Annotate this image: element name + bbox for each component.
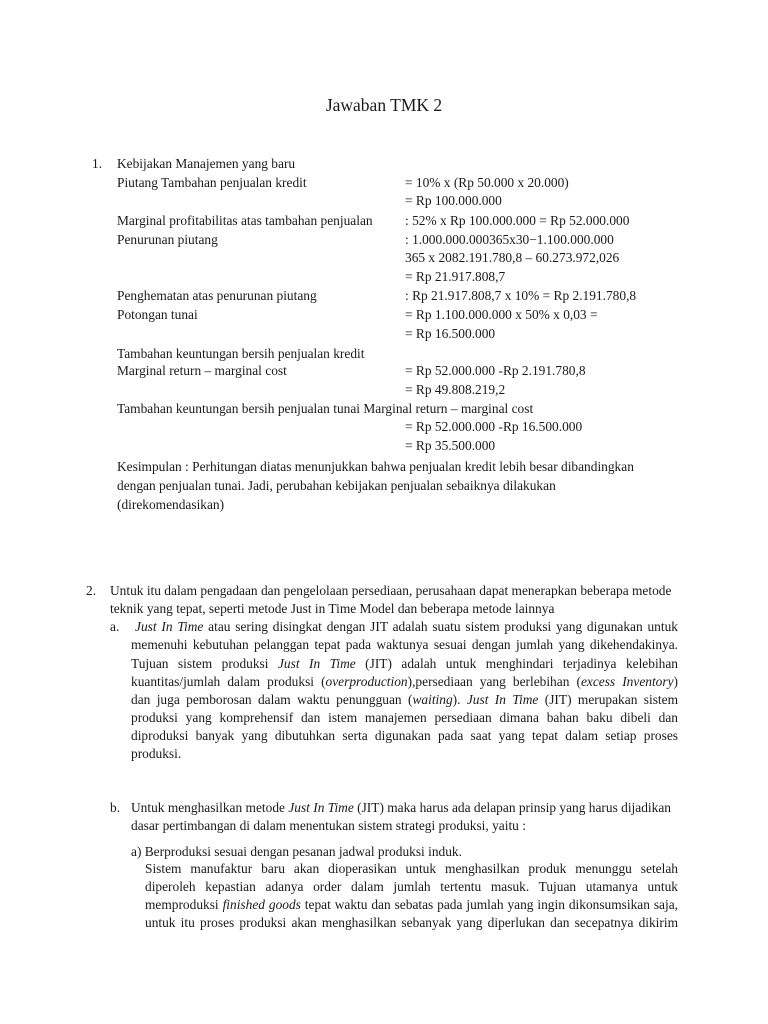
emphasis: waiting	[412, 692, 453, 707]
calc-value: = Rp 21.917.808,7	[405, 269, 506, 284]
calc-label: Marginal profitabilitas atas tambahan penjualan	[117, 213, 373, 228]
calc-label: Potongan tunai	[117, 307, 198, 322]
emphasis: overproduction	[325, 674, 408, 689]
sub-a-heading: a) Berproduksi sesuai dengan pesanan jadwal produksi induk.	[131, 844, 462, 859]
item-a-line-7: diproduksi banyak yang dibutuhkan serta digunakan pada saat yang tepat dalam setiap proses	[131, 728, 678, 743]
emphasis: excess Inventory	[580, 674, 674, 689]
calc-label: Tambahan keuntungan bersih penjualan kredit	[117, 346, 365, 361]
calc-label: Piutang Tambahan penjualan kredit	[117, 175, 307, 190]
item-a-line-4	[131, 673, 678, 691]
calc-value: : 1.000.000.000365x30−1.100.000.000	[405, 232, 614, 247]
conclusion-line-2: dengan penjualan tunai. Jadi, perubahan kebijakan penjualan sebaiknya dilakukan	[117, 478, 556, 493]
calc-value: = Rp 16.500.000	[405, 326, 496, 341]
item-a-line-5	[131, 691, 678, 709]
item-b-marker: b.	[110, 800, 121, 815]
text: (JIT) merupakan sistem	[538, 692, 678, 707]
calc-value: : Rp 21.917.808,7 x 10% = Rp 2.191.780,8	[405, 288, 637, 303]
sub-a-line-2: diperoleh kepastian adanya order dalam jumlah tertentu masuk. Tujuan utamanya untuk	[145, 879, 678, 894]
section1-heading: Kebijakan Manajemen yang baru	[117, 156, 296, 171]
emphasis: Just In Time	[277, 656, 356, 671]
conclusion-line-3: (direkomendasikan)	[117, 497, 225, 512]
emphasis: Just In Time	[466, 692, 539, 707]
calc-value: = Rp 35.500.000	[405, 438, 496, 453]
item-a-line-2: memenuhi kebutuhan pelanggan tepat pada waktunya sesuai dengan jumlah yang dikehendakinya.	[131, 637, 678, 652]
item-a-marker: a.	[110, 619, 120, 634]
emphasis: Just In Time	[135, 619, 204, 634]
conclusion-line-1: Kesimpulan : Perhitungan diatas menunjukkan bahwa penjualan kredit lebih besar dibandingkan	[117, 459, 634, 474]
emphasis: finished goods	[222, 897, 301, 912]
item-a-line-3	[131, 655, 678, 673]
calc-value: 365 x 2082.191.780,8 – 60.273.972,026	[405, 250, 620, 265]
calc-value: : 52% x Rp 100.000.000 = Rp 52.000.000	[405, 213, 630, 228]
calc-label: Marginal return – marginal cost	[117, 363, 287, 378]
section2-intro-line-1: Untuk itu dalam pengadaan dan pengelolaan persediaan, perusahaan dapat menerapkan beberapa metode	[110, 583, 672, 598]
text: (JIT) adalah untuk menghindari terjadinya kelebihan	[355, 656, 678, 671]
item-a-line-1	[131, 618, 678, 636]
sub-a-line-3	[145, 896, 678, 914]
calc-value: = 10% x (Rp 50.000 x 20.000)	[405, 175, 569, 190]
calc-label: Tambahan keuntungan bersih penjualan tunai Marginal return – marginal cost	[117, 401, 534, 416]
emphasis: Just In Time	[288, 800, 354, 815]
item-a-line-8: produksi.	[131, 746, 182, 761]
calc-value: = Rp 52.000.000 -Rp 2.191.780,8	[405, 363, 586, 378]
text: ).	[452, 692, 467, 707]
text: memproduksi	[145, 897, 223, 912]
calc-value: = Rp 49.808.219,2	[405, 382, 506, 397]
sub-a-line-4: untuk itu proses produksi akan menghasilkan sebanyak yang diperlukan dan secepatnya dikirim	[145, 915, 678, 930]
calc-value: = Rp 1.100.000.000 x 50% x 0,03 =	[405, 307, 598, 322]
text: ),persediaan yang berlebihan (	[407, 674, 581, 689]
item-b-line-1	[131, 799, 671, 817]
calc-label: Penurunan piutang	[117, 232, 218, 247]
text: dan juga pemborosan dalam waktu penungguan (	[131, 692, 413, 707]
calc-label: Penghematan atas penurunan piutang	[117, 288, 317, 303]
text: Tujuan sistem produksi	[131, 656, 278, 671]
text: Untuk menghasilkan metode	[131, 800, 289, 815]
sub-a-line-1: Sistem manufaktur baru akan dioperasikan untuk menghasilkan produk menunggu setelah	[145, 861, 678, 876]
calc-value: = Rp 100.000.000	[405, 193, 502, 208]
text: kuantitas/jumlah dalam produksi (	[131, 674, 326, 689]
section2-intro-line-2: teknik yang tepat, seperti metode Just in Time Model dan beberapa metode lainnya	[110, 601, 555, 616]
text: )	[673, 674, 678, 689]
text: atau sering disingkat dengan JIT adalah suatu sistem produksi yang digunakan untuk	[203, 619, 678, 634]
document-title: Jawaban TMK 2	[325, 95, 443, 115]
section1-number: 1.	[92, 156, 103, 171]
text: tepat waktu dan sebatas pada jumlah yang ingin dikonsumsikan saja,	[300, 897, 678, 912]
text: (JIT) maka harus ada delapan prinsip yang harus dijadikan	[353, 800, 671, 815]
item-a-line-6: produksi yang komprehensif dan istem manajemen persediaan dimana bahan baku dibeli dan	[131, 710, 678, 725]
calc-value: = Rp 52.000.000 -Rp 16.500.000	[405, 419, 583, 434]
section2-number: 2.	[86, 583, 97, 598]
item-b-line-2: dasar pertimbangan di dalam menentukan sistem strategi produksi, yaitu :	[131, 818, 526, 833]
